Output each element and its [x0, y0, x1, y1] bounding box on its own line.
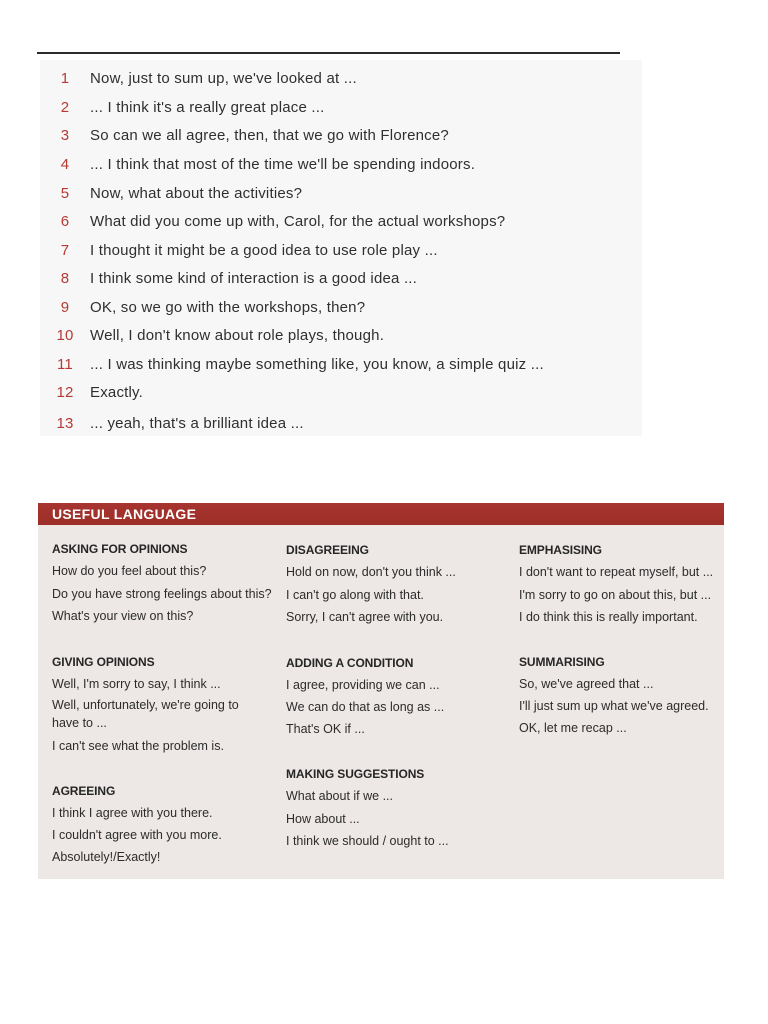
list-item [40, 412, 304, 434]
list-item [40, 67, 357, 89]
phrase: I don't want to repeat myself, but ... [519, 565, 714, 579]
list-item [40, 153, 475, 175]
disagreeing-heading: DISAGREEING [286, 543, 369, 557]
list-item-text: Now, just to sum up, we've looked at ... [90, 69, 357, 87]
list-item [40, 296, 365, 318]
phrase: I think we should / ought to ... [286, 834, 449, 848]
phrase: Do you have strong feelings about this? [52, 587, 272, 601]
list-item-number: 1 [60, 69, 70, 87]
phrase: I'll just sum up what we've agreed. [519, 699, 709, 713]
list-item-text: So can we all agree, then, that we go with Florence? [90, 126, 449, 144]
phrase: What's your view on this? [52, 609, 194, 623]
phrase: Well, unfortunately, we're going to have to ... [52, 698, 239, 730]
numbered-phrase-list [40, 60, 642, 436]
list-item-number: 4 [60, 155, 70, 173]
list-item-text: I think some kind of interaction is a good idea ... [90, 269, 418, 287]
phrase: We can do that as long as ... [286, 700, 445, 714]
list-item [40, 324, 384, 346]
list-item [40, 124, 449, 146]
list-item-text: ... I was thinking maybe something like, you know, a simple quiz ... [90, 355, 544, 373]
list-item-text: Well, I don't know about role plays, though. [90, 326, 385, 344]
phrase: OK, let me recap ... [519, 721, 627, 735]
list-item [40, 182, 302, 204]
phrase: What about if we ... [286, 789, 393, 803]
agreeing-heading: AGREEING [52, 784, 116, 798]
phrase: Sorry, I can't agree with you. [286, 610, 444, 624]
adding-a-condition-heading: ADDING A CONDITION [286, 656, 414, 670]
giving-opinions-heading: GIVING OPINIONS [52, 655, 155, 669]
phrase: Hold on now, don't you think ... [286, 565, 456, 579]
phrase: So, we've agreed that ... [519, 677, 654, 691]
useful-language-box [38, 503, 724, 879]
phrase: I think I agree with you there. [52, 806, 213, 820]
phrase: I can't see what the problem is. [52, 739, 224, 753]
phrase: I do think this is really important. [519, 610, 698, 624]
summarising-heading: SUMMARISING [519, 655, 605, 669]
list-item-text: OK, so we go with the workshops, then? [90, 298, 366, 316]
list-item [40, 96, 325, 118]
list-item-number: 12 [56, 383, 74, 401]
phrase: How do you feel about this? [52, 564, 207, 578]
phrase: I'm sorry to go on about this, but ... [519, 588, 712, 602]
list-item-text: Exactly. [90, 383, 144, 401]
phrase: I couldn't agree with you more. [52, 828, 222, 842]
list-item-number: 6 [60, 212, 70, 230]
list-item [40, 381, 143, 403]
useful-language-title: USEFUL LANGUAGE [52, 506, 197, 522]
making-suggestions-heading: MAKING SUGGESTIONS [286, 767, 425, 781]
phrase: That's OK if ... [286, 722, 365, 736]
list-item-number: 2 [60, 98, 70, 116]
list-item-text: What did you come up with, Carol, for the actual workshops? [90, 212, 506, 230]
list-item [40, 210, 505, 232]
list-item-text: I thought it might be a good idea to use role play ... [90, 241, 438, 259]
list-item [40, 239, 438, 261]
phrase: I can't go along with that. [286, 588, 424, 602]
list-item-number: 11 [57, 355, 73, 373]
list-item-number: 7 [60, 241, 70, 259]
list-item-number: 13 [56, 414, 74, 432]
useful-language-header-bar [38, 503, 724, 525]
list-item-text: ... I think that most of the time we'll be spending indoors. [90, 155, 476, 173]
top-divider-rule [37, 52, 620, 54]
list-item-text: ... I think it's a really great place ... [90, 98, 325, 116]
emphasising-heading: EMPHASISING [519, 543, 602, 557]
list-item-text: ... yeah, that's a brilliant idea ... [90, 414, 304, 432]
phrase: Absolutely!/Exactly! [52, 850, 161, 864]
list-item-number: 5 [60, 184, 70, 202]
list-item-number: 8 [60, 269, 70, 287]
asking-for-opinions-heading: ASKING FOR OPINIONS [52, 542, 188, 556]
phrase: I agree, providing we can ... [286, 678, 440, 692]
phrase: Well, I'm sorry to say, I think ... [52, 677, 221, 691]
list-item-text: Now, what about the activities? [90, 184, 303, 202]
list-item [40, 353, 544, 375]
list-item-number: 9 [60, 298, 70, 316]
list-item [40, 267, 417, 289]
list-item-number: 10 [56, 326, 74, 344]
list-item-number: 3 [60, 126, 70, 144]
phrase: How about ... [286, 812, 360, 826]
